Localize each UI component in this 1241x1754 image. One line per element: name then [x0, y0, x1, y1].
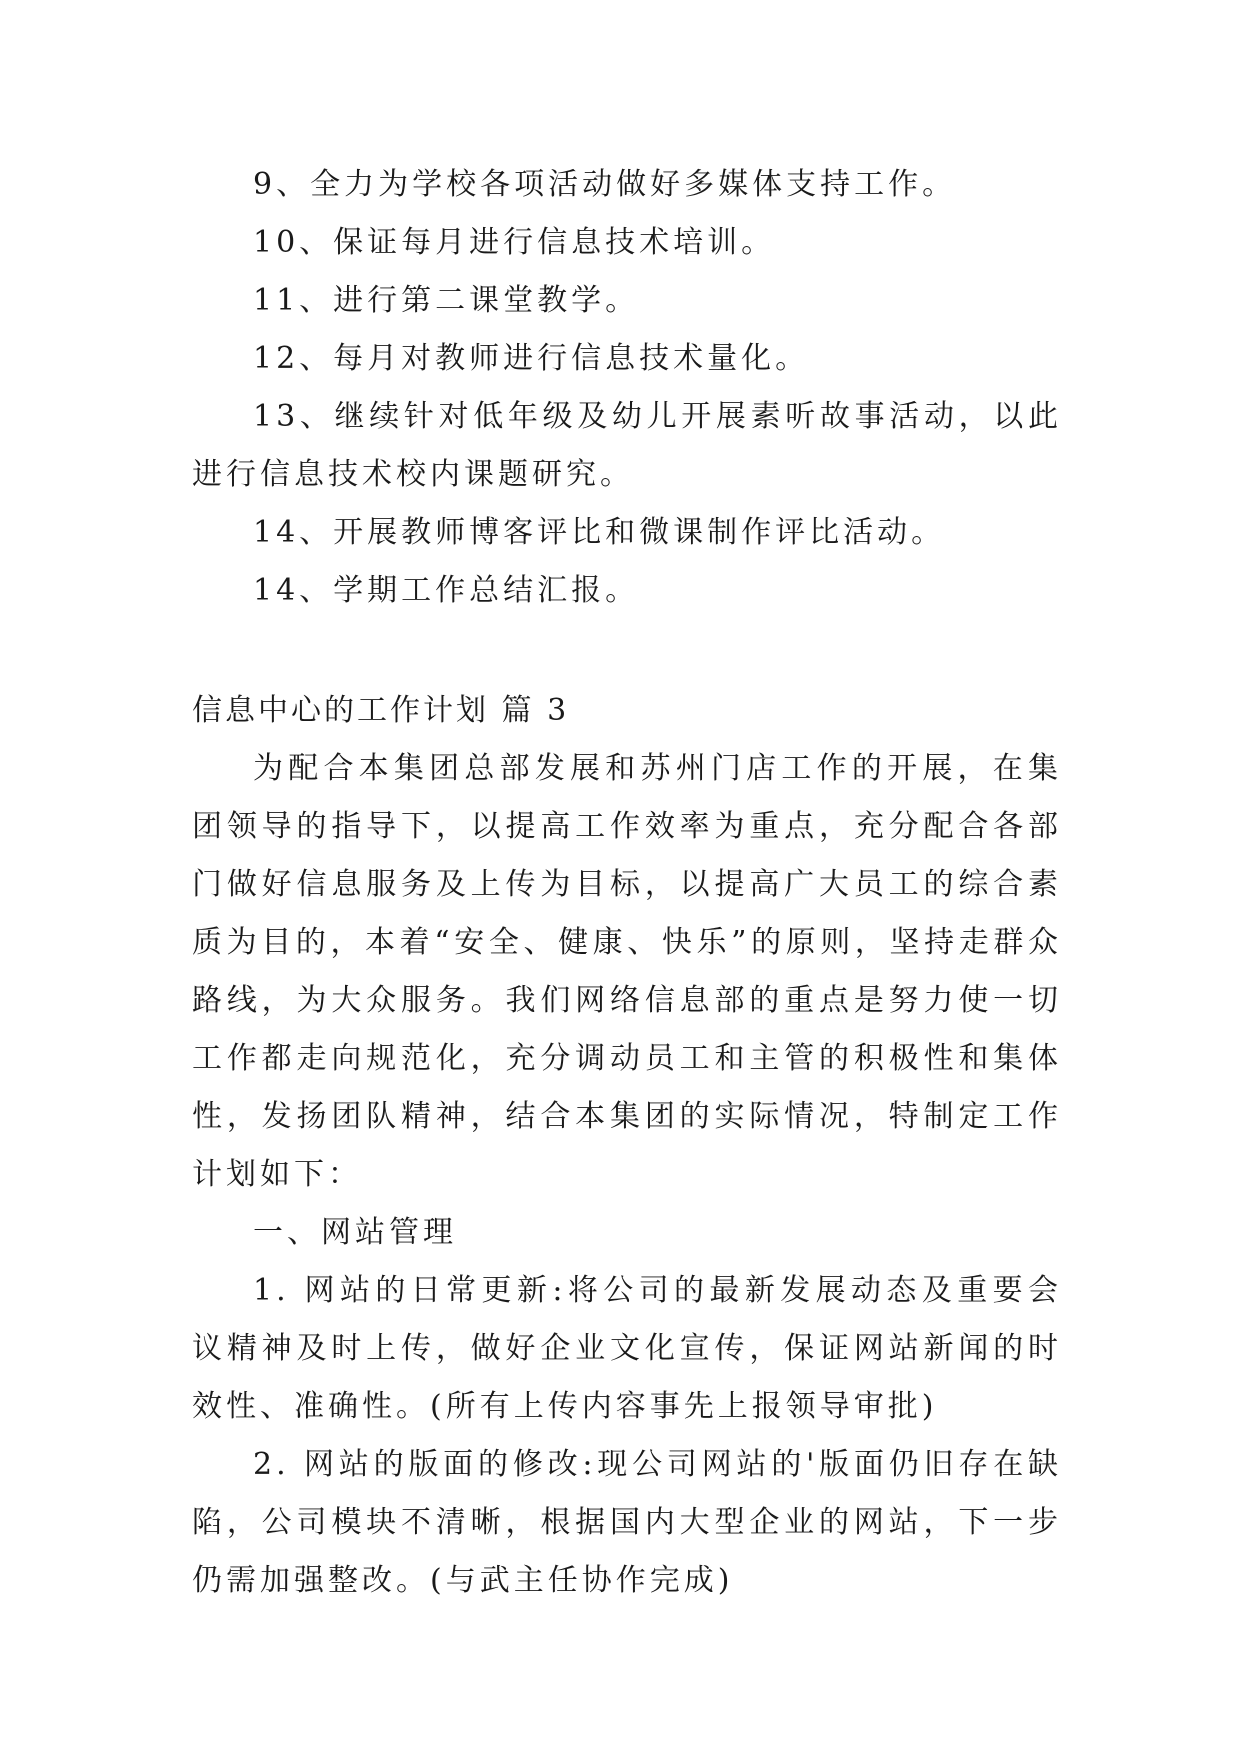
document-content	[192, 156, 1062, 1610]
list-item: 9、全力为学校各项活动做好多媒体支持工作。	[253, 167, 957, 202]
list-item: 10、保证每月进行信息技术培训。	[253, 225, 776, 260]
section-spacer	[192, 620, 1062, 682]
list-item: 14、学期工作总结汇报。	[253, 573, 640, 608]
list-item: 14、开展教师博客评比和微课制作评比活动。	[253, 515, 946, 550]
section-title: 信息中心的工作计划 篇 3	[192, 693, 570, 728]
paragraph-daily-update: 1. 网站的日常更新:将公司的最新发展动态及重要会议精神及时上传，做好企业文化宣传，保证网站新闻的时效性、准确性。(所有上传内容事先上报领导审批)	[192, 1273, 1062, 1424]
list-item: 11、进行第二课堂教学。	[253, 283, 640, 318]
paragraph-layout-revision: 2. 网站的版面的修改:现公司网站的'版面仍旧存在缺陷，公司模块不清晰，根据国内大型企业的网站，下一步仍需加强整改。(与武主任协作完成)	[192, 1447, 1062, 1598]
intro-paragraph: 为配合本集团总部发展和苏州门店工作的开展，在集团领导的指导下，以提高工作效率为重点，充分配合各部门做好信息服务及上传为目标，以提高广大员工的综合素质为目的，本着“安全、健康、快乐”的原则，坚持走群众路线，为大众服务。我们网络信息部的重点是努力使一切工作都走向规范化，充分调动员工和主管的积极性和集体性，发扬团队精神，结合本集团的实际情况，特制定工作计划如下：	[192, 751, 1062, 1192]
list-item: 12、每月对教师进行信息技术量化。	[253, 341, 810, 376]
heading-website-management: 一、网站管理	[253, 1215, 457, 1250]
list-item: 13、继续针对低年级及幼儿开展素听故事活动，以此进行信息技术校内课题研究。	[192, 399, 1062, 492]
